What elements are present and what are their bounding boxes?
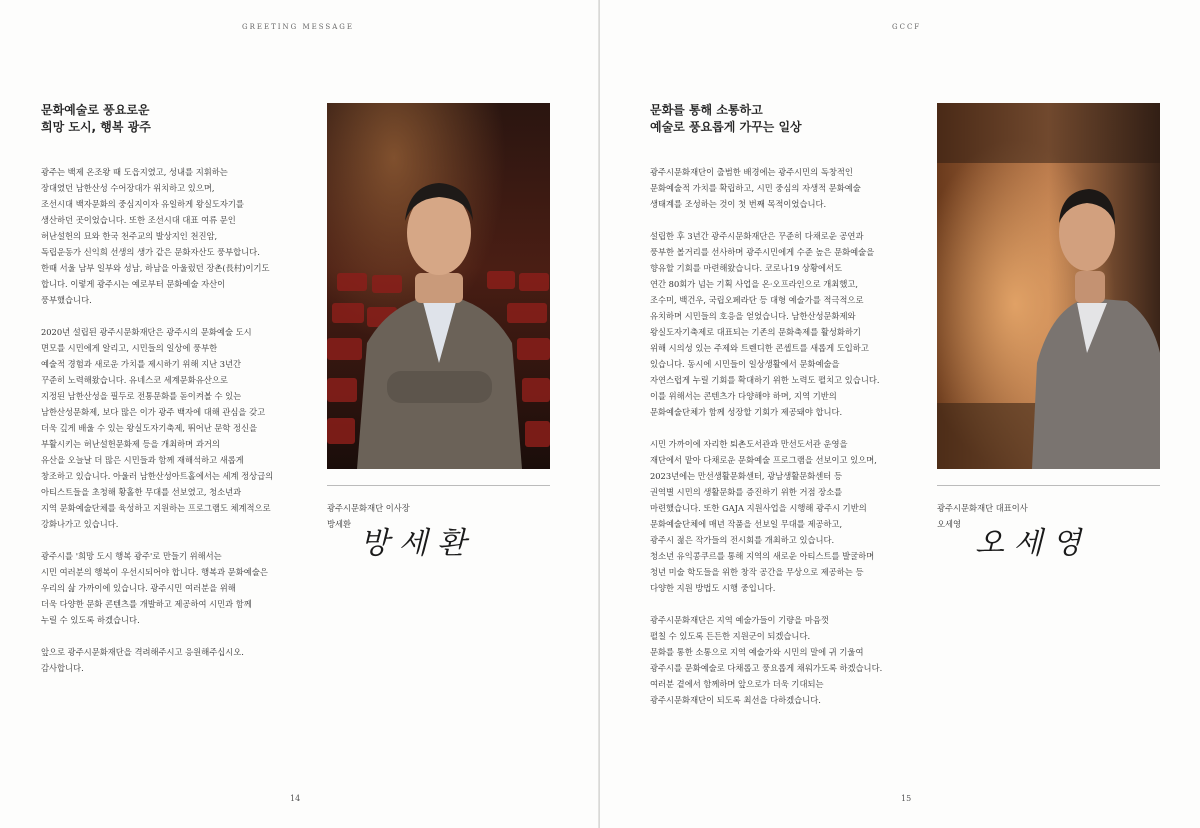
paragraph-line: 이를 위해서는 콘텐츠가 다양해야 하며, 지역 기반의: [650, 391, 837, 401]
paragraph-line: 광주시문화재단은 지역 예술가들이 기량을 마음껏: [650, 615, 829, 625]
body-text-left: [41, 164, 301, 692]
paragraph-line: 허난설헌의 묘와 한국 천주교의 발상지인 천진암,: [41, 231, 218, 241]
paragraph-line: 위해 시의성 있는 주제와 트렌디한 콘셉트를 새롭게 도입하고: [650, 343, 869, 353]
paragraph-line: 문화예술단체가 함께 성장할 기회가 제공돼야 합니다.: [650, 407, 843, 417]
signature-text: 오 세 영: [975, 526, 1082, 561]
headline-line: 희망 도시, 행복 광주: [41, 120, 151, 134]
paragraph: [41, 324, 301, 532]
paragraph-line: 면모를 시민에게 알리고, 시민들의 일상에 풍부한: [41, 343, 218, 353]
paragraph-line: 더욱 깊게 배울 수 있는 왕실도자기축제, 뛰어난 문학 정신을: [41, 423, 258, 433]
signature-image: [360, 515, 490, 565]
signature-right: [975, 515, 1105, 569]
paragraph-line: 독립운동가 신익희 선생의 생가 같은 문화자산도 풍부합니다.: [41, 247, 260, 257]
paragraph-line: 시민 가까이에 자리한 퇴촌도서관과 만선도서관 운영을: [650, 439, 848, 449]
paragraph-line: 한때 서울 남부 일부와 성남, 하남을 아울렀던 장촌(長村)이기도: [41, 263, 270, 273]
headline-line: 문화예술로 풍요로운: [41, 103, 150, 117]
paragraph-line: 조수미, 백건우, 국립오페라단 등 대형 예술가를 적극적으로: [650, 295, 864, 305]
paragraph-line: 우리의 삶 가까이에 있습니다. 광주시민 여러분을 위해: [41, 583, 236, 593]
paragraph: [650, 436, 920, 596]
paragraph-line: 지정된 남한산성을 필두로 전통문화를 돋이켜볼 수 있는: [41, 391, 242, 401]
paragraph-line: 아티스트들을 초청해 황홀한 무대를 선보였고, 청소년과: [41, 487, 242, 497]
paragraph-line: 있습니다. 동시에 시민들이 일상생활에서 문화예술을: [650, 359, 840, 369]
body-text-right: [650, 164, 920, 724]
signatory-title: 광주시문화재단 이사장: [327, 503, 410, 513]
paragraph-line: 자연스럽게 누릴 기회를 확대하기 위한 노력도 펼치고 있습니다.: [650, 375, 880, 385]
signature-text: 방 세 환: [360, 526, 467, 561]
paragraph-line: 문화를 통한 소통으로 지역 예술가와 시민의 말에 귀 기울여: [650, 647, 864, 657]
chairman-photo-svg: [327, 103, 550, 469]
paragraph-line: 더욱 다양한 문화 콘텐츠를 개발하고 제공하여 시민과 함께: [41, 599, 252, 609]
paragraph-line: 꾸준히 노력해왔습니다. 유네스코 세계문화유산으로: [41, 375, 228, 385]
paragraph-line: 광주시문화재단이 되도록 최선을 다하겠습니다.: [650, 695, 821, 705]
paragraph-line: 생태계를 조성하는 것이 첫 번째 목적이었습니다.: [650, 199, 827, 209]
paragraph-line: 창조하고 있습니다. 아울러 남한산성아트홀에서는 세계 정상급의: [41, 471, 274, 481]
chairman-photo: [327, 103, 550, 469]
paragraph-line: 펼칠 수 있도록 든든한 지원군이 되겠습니다.: [650, 631, 811, 641]
paragraph-line: 감사합니다.: [41, 663, 84, 673]
paragraph-line: 유치하며 시민들의 호응을 얻었습니다. 남한산성문화제와: [650, 311, 856, 321]
headline-right: [650, 102, 802, 136]
paragraph-line: 청년 미술 학도들을 위한 창작 공간을 무상으로 제공하는 등: [650, 567, 864, 577]
paragraph-line: 재단에서 맡아 다채로운 문화예술 프로그램을 선보이고 있으며,: [650, 455, 877, 465]
running-head-left: GREETING MESSAGE: [242, 23, 354, 31]
paragraph-line: 왕실도자기축제로 대표되는 기존의 문화축제를 활성화하기: [650, 327, 861, 337]
paragraph-line: 연간 80회가 넘는 기획 사업을 온·오프라인으로 개최했고,: [650, 279, 858, 289]
paragraph-line: 풍부했습니다.: [41, 295, 92, 305]
paragraph-line: 마련했습니다. 또한 GAJA 지원사업을 시행해 광주시 기반의: [650, 503, 867, 513]
paragraph-line: 조선시대 백자문화의 중심지이자 유일하게 왕실도자기를: [41, 199, 244, 209]
divider-rule-left: [327, 485, 550, 486]
paragraph: [650, 612, 920, 708]
paragraph-line: 광주는 백제 온조왕 때 도읍지였고, 성내를 지휘하는: [41, 167, 228, 177]
right-page: [600, 0, 1200, 828]
paragraph-line: 생산하던 곳이었습니다. 또한 조선시대 대표 여류 문인: [41, 215, 236, 225]
paragraph-line: 풍부한 볼거리를 선사하며 광주시민에게 수준 높은 문화예술을: [650, 247, 875, 257]
paragraph-line: 지역 문화예술단체를 육성하고 지원하는 프로그램도 체계적으로: [41, 503, 271, 513]
paragraph-line: 2020년 설립된 광주시문화재단은 광주시의 문화예술 도시: [41, 327, 252, 337]
ceo-photo: [937, 103, 1160, 469]
paragraph: [650, 228, 920, 420]
paragraph-line: 광주시문화재단이 출범한 배경에는 광주시민의 독창적인: [650, 167, 853, 177]
signatory-name: 방세환: [327, 519, 352, 529]
paragraph-line: 다양한 지원 방법도 시행 중입니다.: [650, 583, 776, 593]
paragraph-line: 장대였던 남한산성 수어장대가 위치하고 있으며,: [41, 183, 215, 193]
signature-image: [975, 515, 1105, 565]
paragraph-line: 권역별 시민의 생활문화를 증진하기 위한 거점 장소를: [650, 487, 843, 497]
headline-line: 문화를 통해 소통하고: [650, 103, 763, 117]
paragraph: [41, 644, 301, 676]
paragraph-line: 여러분 곁에서 함께하며 앞으로가 더욱 기대되는: [650, 679, 824, 689]
paragraph-line: 광주시를 '희망 도시 행복 광주'로 만들기 위해서는: [41, 551, 222, 561]
signatory-title: 광주시문화재단 대표이사: [937, 503, 1028, 513]
paragraph-line: 2023년에는 만선생활문화센터, 광남생활문화센터 등: [650, 471, 842, 481]
paragraph-line: 시민 여러분의 행복이 우선시되어야 합니다. 행복과 문화예술은: [41, 567, 268, 577]
paragraph: [41, 164, 301, 308]
page-number-left: 14: [290, 794, 301, 803]
running-head-right: GCCF: [892, 23, 922, 31]
paragraph-line: 광주시 젊은 작가들의 전시회를 개최하고 있습니다.: [650, 535, 835, 545]
page-number-right: 15: [901, 794, 912, 803]
paragraph-line: 예술적 경험과 새로운 가치를 제시하기 위해 지난 3년간: [41, 359, 242, 369]
paragraph: [41, 548, 301, 628]
paragraph-line: 광주시를 문화예술로 다채롭고 풍요롭게 채워가도록 하겠습니다.: [650, 663, 883, 673]
paragraph-line: 설립한 후 3년간 광주시문화재단은 꾸준히 다채로운 공연과: [650, 231, 864, 241]
signature-left: [360, 515, 490, 569]
ceo-photo-svg: [937, 103, 1160, 469]
headline-line: 예술로 풍요롭게 가꾸는 일상: [650, 120, 802, 134]
paragraph-line: 합니다. 이렇게 광주시는 예로부터 문화예술 자산이: [41, 279, 226, 289]
paragraph-line: 앞으로 광주시문화재단을 격려해주시고 응원해주십시오.: [41, 647, 244, 657]
paragraph-line: 문화예술적 가치를 확립하고, 시민 중심의 자생적 문화예술: [650, 183, 861, 193]
paragraph-line: 문화예술단체에 매년 작품을 선보일 무대를 제공하고,: [650, 519, 843, 529]
paragraph-line: 유산을 오늘날 더 많은 시민들과 함께 재해석하고 새롭게: [41, 455, 244, 465]
paragraph-line: 남한산성문화제, 보다 많은 이가 광주 백자에 대해 관심을 갖고: [41, 407, 266, 417]
paragraph: [650, 164, 920, 212]
headline-left: [41, 102, 151, 136]
paragraph-line: 부활시키는 허난설헌문화제 등을 개최하며 과거의: [41, 439, 220, 449]
paragraph-line: 누릴 수 있도록 하겠습니다.: [41, 615, 140, 625]
signatory-name: 오세영: [937, 519, 962, 529]
divider-rule-right: [937, 485, 1160, 486]
paragraph-line: 강화나가고 있습니다.: [41, 519, 119, 529]
paragraph-line: 청소년 유익콩쿠르를 통해 지역의 새로운 아티스트를 발굴하며: [650, 551, 875, 561]
paragraph-line: 향유할 기회를 마련해왔습니다. 코로나19 상황에서도: [650, 263, 843, 273]
